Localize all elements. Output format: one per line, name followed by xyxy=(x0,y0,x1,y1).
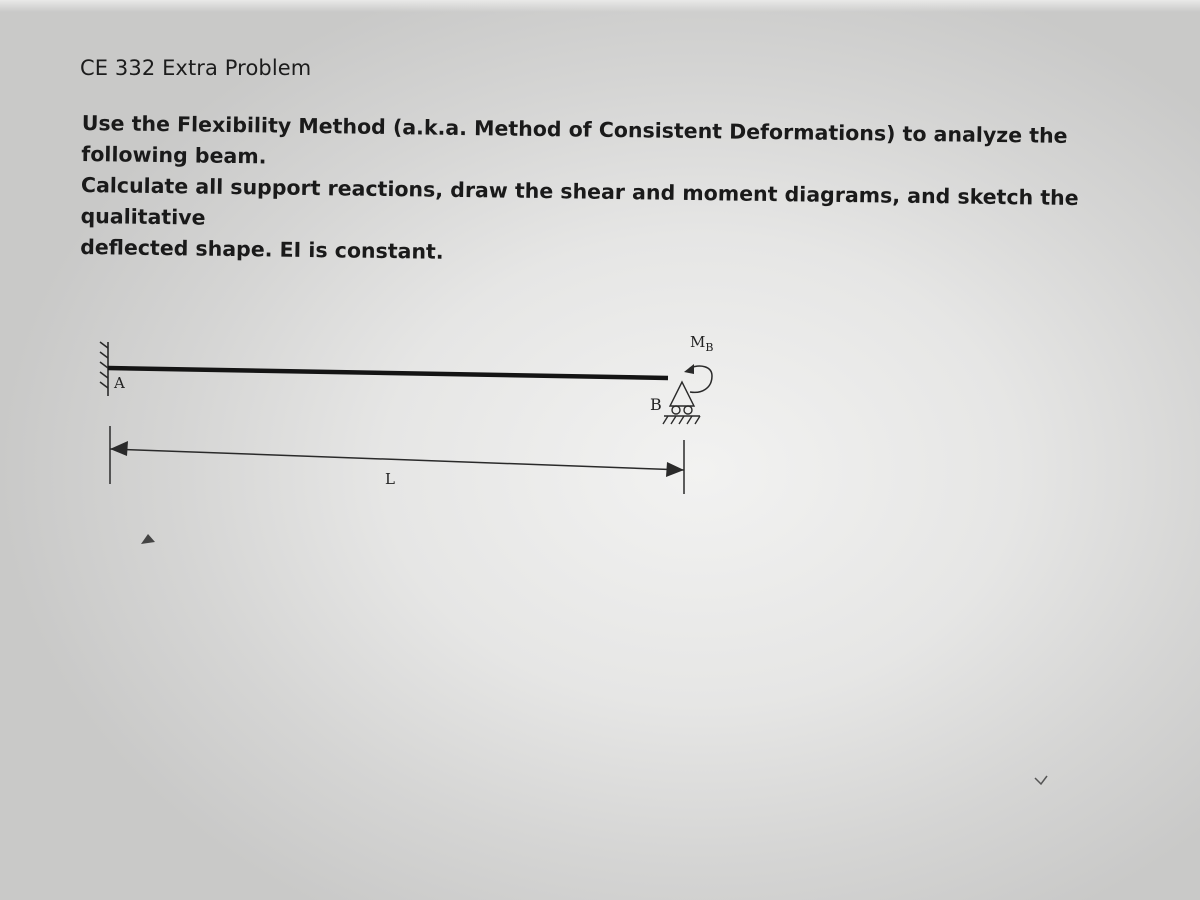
roller-support-b xyxy=(663,382,700,424)
stray-arrow-mark-icon xyxy=(141,534,155,544)
beam xyxy=(108,368,668,378)
problem-line-2: Calculate all support reactions, draw the shear and moment diagrams, and sketch the qualitative xyxy=(80,172,1079,230)
label-b: B xyxy=(650,395,662,414)
stray-pen-mark xyxy=(1035,776,1047,784)
label-moment: $M_B$ xyxy=(690,333,714,354)
fixed-support-a xyxy=(100,342,108,396)
document-title: CE 332 Extra Problem xyxy=(80,56,312,80)
problem-line-1: Use the Flexibility Method (a.k.a. Method of Consistent Deformations) to analyze the following beam. xyxy=(81,110,1068,169)
problem-line-3: deflected shape. EI is constant. xyxy=(80,234,444,264)
dimension-line-l xyxy=(110,426,684,494)
moment-arrow-icon xyxy=(684,364,712,392)
dimension-arrow-right-icon xyxy=(666,462,684,477)
label-length: L xyxy=(385,470,395,488)
label-a: A xyxy=(114,374,125,392)
dimension-arrow-left-icon xyxy=(110,441,128,456)
